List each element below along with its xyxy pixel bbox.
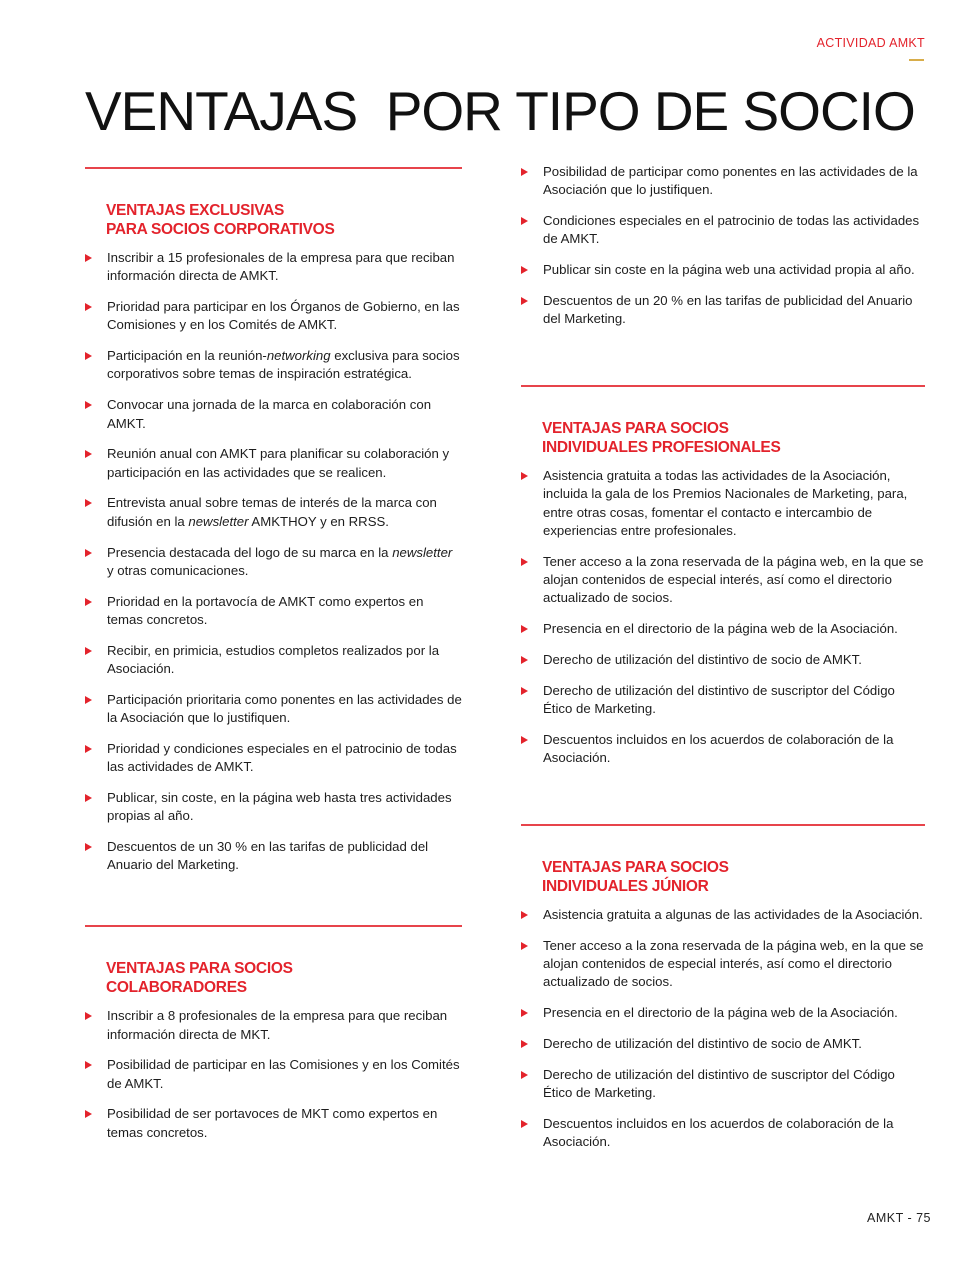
list-item-text: Presencia en el directorio de la página web de la Asociación. [543, 621, 898, 637]
list-item [85, 445, 462, 482]
triangle-bullet-icon [85, 303, 92, 311]
triangle-bullet-icon [85, 1012, 92, 1020]
triangle-bullet-icon [521, 687, 528, 695]
left-column [85, 167, 462, 1155]
list-item [85, 642, 462, 679]
list-item-text: Descuentos de un 20 % en las tarifas de publicidad del Anuario del Marketing. [543, 292, 913, 327]
list-corporativos [85, 249, 462, 875]
triangle-bullet-icon [521, 558, 528, 566]
list-item-text: Participación en la reunión-networking exclusiva para socios corporativos sobre temas de inspiración estratégica. [107, 348, 460, 382]
triangle-bullet-icon [85, 254, 92, 262]
list-item-text: Prioridad y condiciones especiales en el patrocinio de todas las actividades de AMKT. [107, 740, 457, 775]
list-item-text: Recibir, en primicia, estudios completos realizados por la Asociación. [107, 642, 440, 677]
triangle-bullet-icon [521, 168, 528, 176]
triangle-bullet-icon [521, 736, 528, 744]
list-item-text: Prioridad para participar en los Órganos de Gobierno, en las Comisiones y en los Comités de AMKT. [107, 299, 460, 333]
list-item-text: Tener acceso a la zona reservada de la página web, en la que se alojan contenidos de especial interés, así como el directorio actualizado de socios. [543, 553, 924, 606]
section-title-line: PARA SOCIOS CORPORATIVOS [106, 221, 335, 238]
section-divider [85, 167, 462, 169]
list-item [521, 1004, 925, 1022]
triangle-bullet-icon [85, 549, 92, 557]
list-item-text: Publicar sin coste en la página web una actividad propia al año. [543, 262, 915, 278]
list-junior [521, 906, 925, 1151]
list-item [521, 937, 925, 992]
list-item [521, 731, 925, 768]
triangle-bullet-icon [521, 1120, 528, 1128]
triangle-bullet-icon [521, 911, 528, 919]
list-item [521, 651, 925, 669]
list-item-text: Presencia destacada del logo de su marca en la newsletter y otras comunicaciones. [107, 544, 453, 578]
triangle-bullet-icon [521, 297, 528, 305]
triangle-bullet-icon [521, 217, 528, 225]
list-item [521, 1115, 925, 1152]
section-divider [85, 925, 462, 927]
section-title-line: VENTAJAS PARA SOCIOS [106, 960, 293, 978]
section-title-line: VENTAJAS PARA SOCIOS [542, 858, 729, 876]
section-divider [521, 385, 925, 387]
list-item-text: Prioridad en la portavocía de AMKT como expertos en temas concretos. [107, 593, 424, 627]
list-item-text: Descuentos incluidos en los acuerdos de colaboración de la Asociación. [543, 731, 894, 766]
section-title-corporativos [106, 201, 462, 239]
list-item-text: Asistencia gratuita a todas las actividades de la Asociación, incluida la gala de los Premios Nacionales de Marketing, para, entre otras cosas, fomentar el contacto e intercambio de experiencias entre profesionales. [543, 468, 908, 538]
kicker-underline [909, 59, 924, 61]
triangle-bullet-icon [85, 794, 92, 802]
triangle-bullet-icon [85, 843, 92, 851]
list-item-text: Posibilidad de ser portavoces de MKT como expertos en temas concretos. [107, 1106, 438, 1140]
list-item [521, 553, 925, 608]
triangle-bullet-icon [85, 647, 92, 655]
list-item [85, 396, 462, 433]
list-colaboradores [85, 1007, 462, 1142]
triangle-bullet-icon [521, 1071, 528, 1079]
list-item-text: Tener acceso a la zona reservada de la página web, en la que se alojan contenidos de especial interés, así como el directorio actualizado de socios. [543, 937, 924, 990]
list-item [521, 906, 925, 924]
list-item [521, 1035, 925, 1053]
triangle-bullet-icon [85, 1061, 92, 1069]
triangle-bullet-icon [521, 1009, 528, 1017]
list-item-text: Inscribir a 8 profesionales de la empresa para que reciban información directa de MKT. [107, 1008, 448, 1042]
triangle-bullet-icon [85, 1110, 92, 1118]
list-colaboradores-continued [521, 163, 925, 329]
triangle-bullet-icon [85, 696, 92, 704]
list-item-text: Asistencia gratuita a algunas de las actividades de la Asociación. [543, 906, 923, 922]
list-item [85, 347, 462, 384]
list-item [521, 163, 925, 200]
list-profesionales [521, 467, 925, 767]
list-item [85, 691, 462, 728]
list-item [521, 212, 925, 249]
page-title: VENTAJAS POR TIPO DE SOCIO [85, 80, 915, 142]
list-item-text: Posibilidad de participar como ponentes en las actividades de la Asociación que lo justifiquen. [543, 164, 918, 198]
list-item-text: Convocar una jornada de la marca en colaboración con AMKT. [107, 397, 432, 431]
right-column [521, 163, 925, 1164]
list-item-text: Presencia en el directorio de la página web de la Asociación. [543, 1005, 898, 1021]
list-item-text: Inscribir a 15 profesionales de la empresa para que reciban información directa de AMKT. [107, 250, 455, 284]
section-title-line: VENTAJAS EXCLUSIVAS [106, 202, 285, 219]
list-item [85, 1105, 462, 1142]
list-item [85, 494, 462, 531]
section-title-line: INDIVIDUALES PROFESIONALES [542, 439, 781, 457]
list-item-text: Entrevista anual sobre temas de interés de la marca con difusión en la newsletter AMKTHOY y en RRSS. [107, 495, 437, 529]
triangle-bullet-icon [85, 598, 92, 606]
list-item-text: Reunión anual con AMKT para planificar su colaboración y participación en las actividades que se realicen. [107, 446, 450, 480]
section-title-line: COLABORADORES [106, 979, 247, 997]
list-item [521, 1066, 925, 1103]
triangle-bullet-icon [521, 942, 528, 950]
list-item [521, 467, 925, 540]
list-item [85, 1056, 462, 1093]
section-title-junior [542, 858, 925, 896]
triangle-bullet-icon [85, 352, 92, 360]
list-item [521, 261, 925, 279]
list-item-text: Derecho de utilización del distintivo de socio de AMKT. [543, 651, 862, 667]
section-title-profesionales [542, 419, 925, 457]
section-title-line: VENTAJAS PARA SOCIOS [542, 420, 729, 438]
list-item-text: Condiciones especiales en el patrocinio de todas las actividades de AMKT. [543, 213, 920, 247]
section-divider [521, 824, 925, 826]
page-number: AMKT - 75 [866, 1211, 931, 1225]
triangle-bullet-icon [85, 401, 92, 409]
triangle-bullet-icon [85, 450, 92, 458]
list-item [521, 682, 925, 719]
list-item [85, 789, 462, 826]
list-item [85, 740, 462, 777]
list-item-text: Derecho de utilización del distintivo de socio de AMKT. [543, 1035, 862, 1051]
triangle-bullet-icon [521, 1040, 528, 1048]
triangle-bullet-icon [85, 499, 92, 507]
list-item-text: Derecho de utilización del distintivo de suscriptor del Código Ético de Marketing. [543, 1066, 895, 1101]
list-item-text: Descuentos de un 30 % en las tarifas de publicidad del Anuario del Marketing. [107, 839, 429, 873]
section-title-colaboradores [106, 959, 462, 997]
triangle-bullet-icon [521, 656, 528, 664]
triangle-bullet-icon [521, 625, 528, 633]
list-item-text: Participación prioritaria como ponentes en las actividades de la Asociación que lo justifiquen. [107, 691, 462, 726]
list-item-text: Derecho de utilización del distintivo de suscriptor del Código Ético de Marketing. [543, 682, 895, 717]
list-item [85, 544, 462, 581]
list-item-text: Descuentos incluidos en los acuerdos de colaboración de la Asociación. [543, 1115, 894, 1150]
list-item [85, 298, 462, 335]
list-item-text: Posibilidad de participar en las Comisiones y en los Comités de AMKT. [107, 1057, 460, 1091]
list-item [85, 1007, 462, 1044]
section-title-line: INDIVIDUALES JÚNIOR [542, 877, 709, 895]
triangle-bullet-icon [521, 266, 528, 274]
list-item [85, 249, 462, 286]
list-item [521, 620, 925, 638]
list-item [521, 292, 925, 329]
list-item [85, 838, 462, 875]
triangle-bullet-icon [85, 745, 92, 753]
triangle-bullet-icon [521, 472, 528, 480]
list-item-text: Publicar, sin coste, en la página web hasta tres actividades propias al año. [107, 790, 452, 824]
section-kicker: ACTIVIDAD AMKT [816, 36, 925, 50]
list-item [85, 593, 462, 630]
